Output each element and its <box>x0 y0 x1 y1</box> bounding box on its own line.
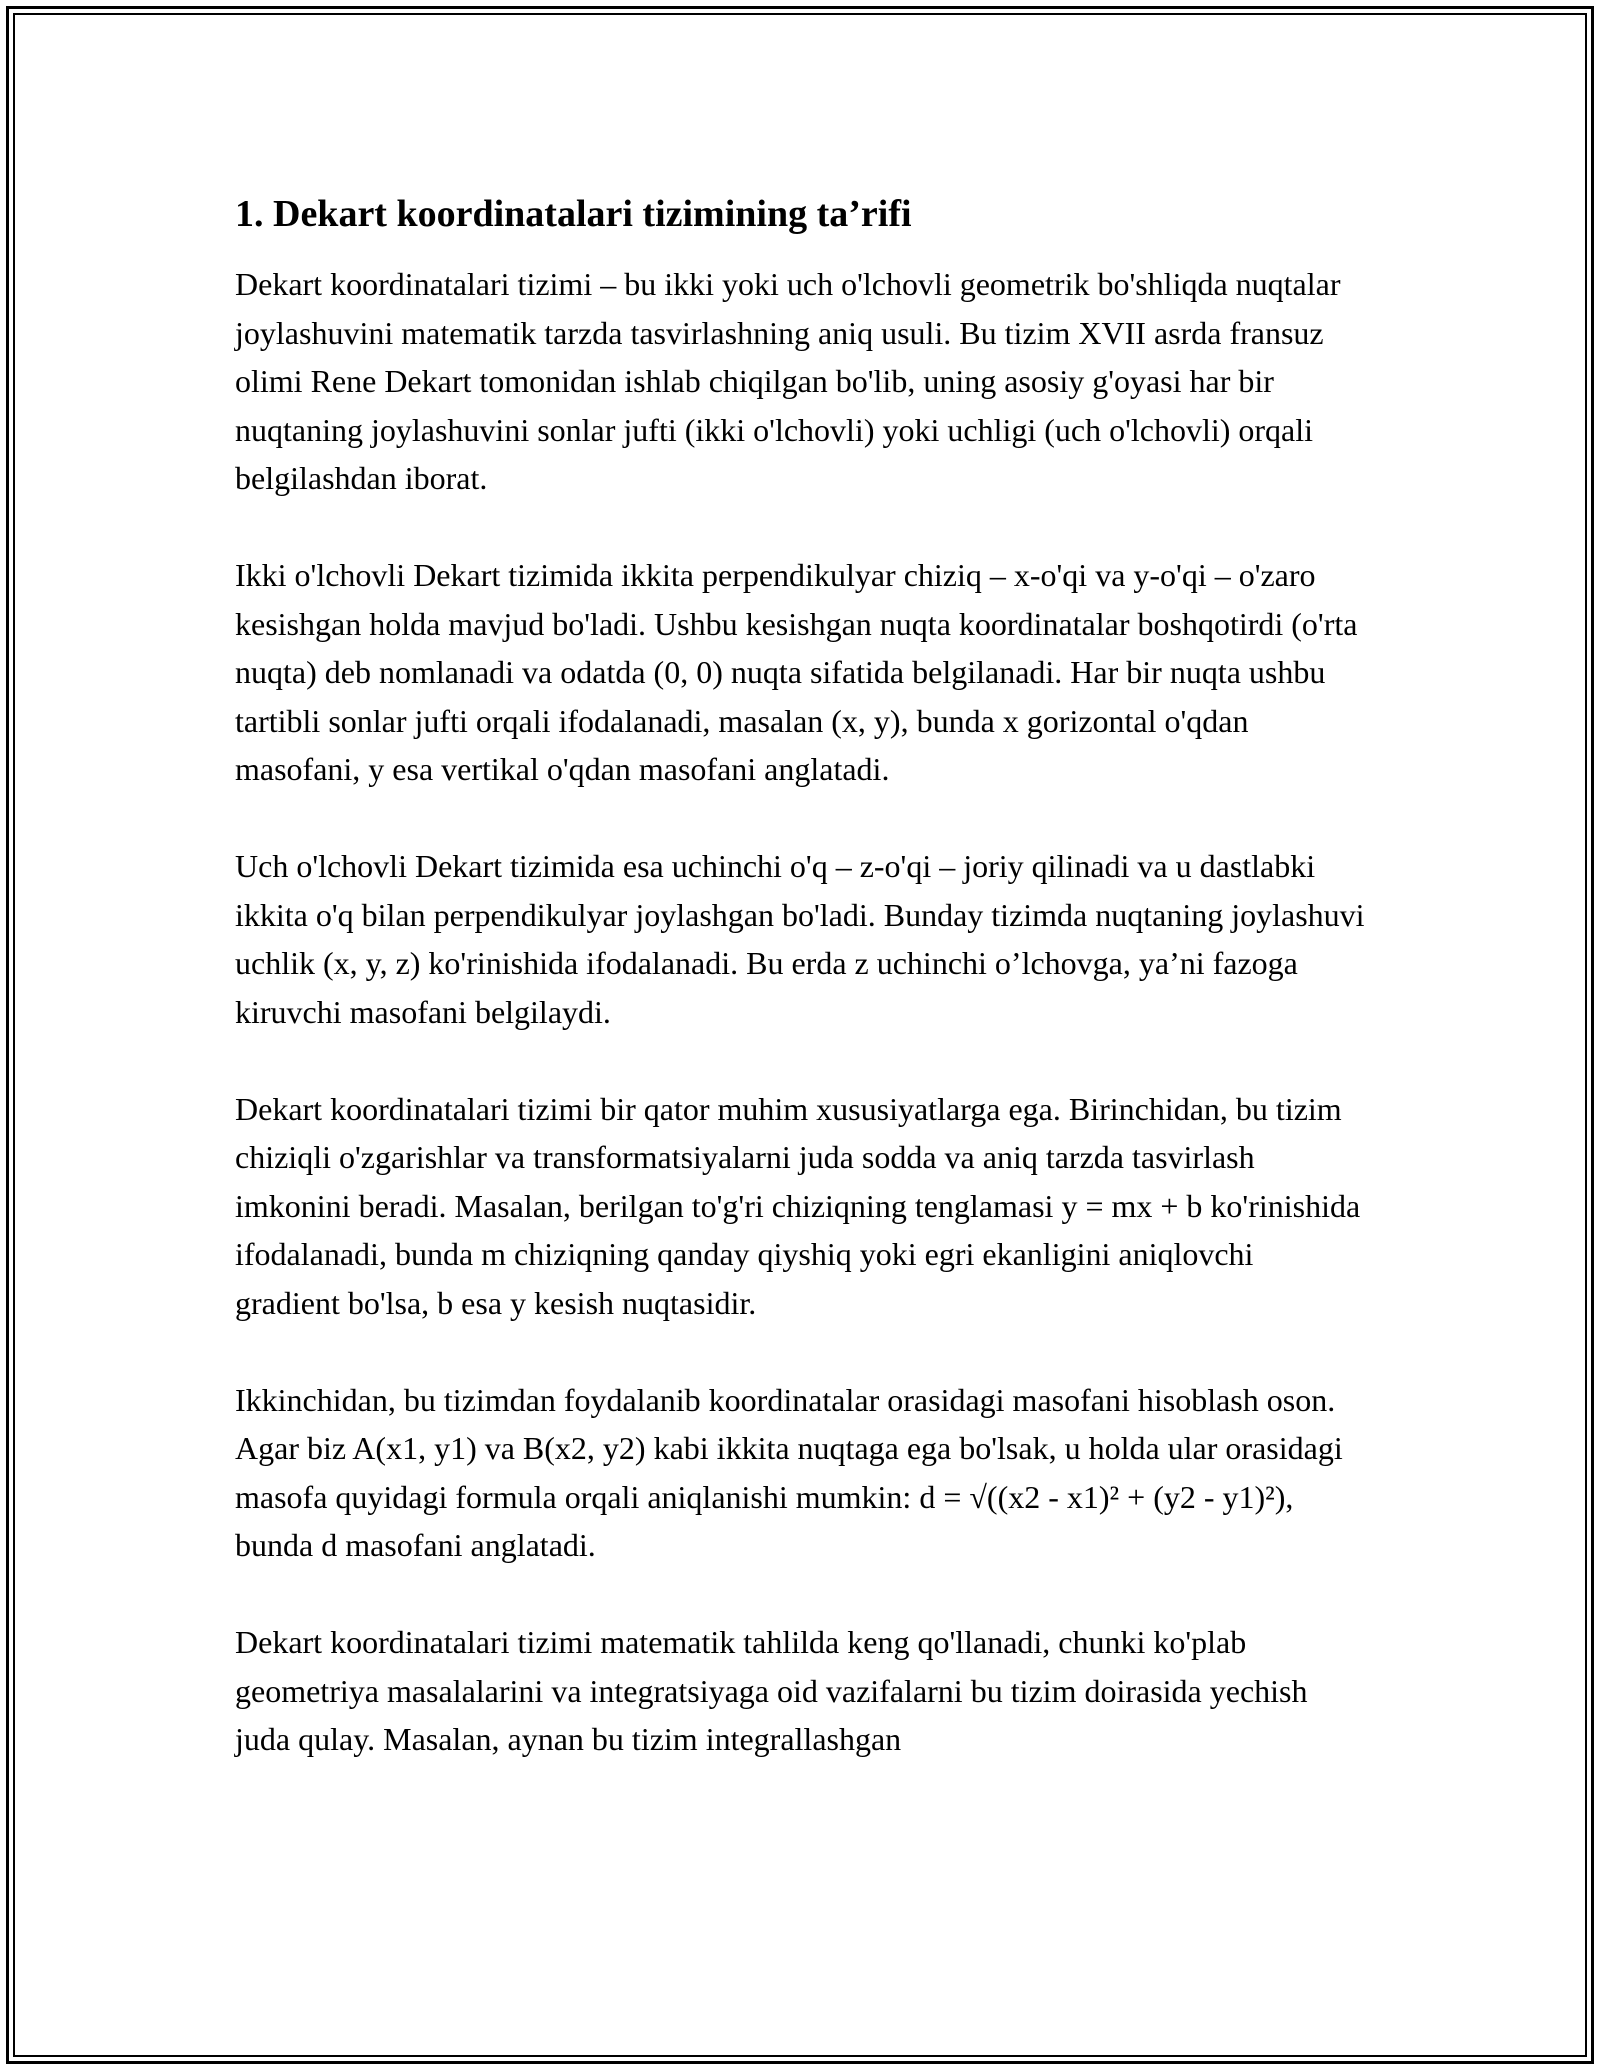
paragraph-three-dimensional: Uch o'lchovli Dekart tizimida esa uchinchi o'q – z-o'qi – joriy qilinadi va u dastlabki ikkita o'q bilan perpendikulyar joylashgan bo'ladi. Bunday tizimda nuqtaning joylashuvi uchlik (x, y, z) ko'rinishida ifodalanadi. Bu erda z uchinchi o’lchovga, ya’ni fazoga kiruvchi masofani belgilaydi. <box>235 848 1365 1030</box>
document-body <box>235 186 1365 1812</box>
paragraph-properties: Dekart koordinatalari tizimi bir qator muhim xususiyatlarga ega. Birinchidan, bu tizim chiziqli o'zgarishlar va transformatsiyalarni juda sodda va aniq tarzda tasvirlash imkonini beradi. Masalan, berilgan to'g'ri chiziqning tenglamasi y = mx + b ko'rinishida ifodalanadi, bunda m chiziqning qanday qiyshiq yoki egri ekanligini aniqlovchi gradient bo'lsa, b esa y kesish nuqtasidir. <box>235 1090 1361 1321</box>
paragraph-definition: Dekart koordinatalari tizimi – bu ikki yoki uch o'lchovli geometrik bo'shliqda nuqtalar joylashuvini matematik tarzda tasvirlashning aniq usuli. Bu tizim XVII asrda fransuz olimi Rene Dekart tomonidan ishlab chiqilgan bo'lib, uning asosiy g'oyasi har bir nuqtaning joylashuvini sonlar jufti (ikki o'lchovli) yoki uchligi (uch o'lchovli) orqali belgilashdan iborat. <box>235 266 1341 496</box>
paragraph-distance-formula: Ikkinchidan, bu tizimdan foydalanib koordinatalar orasidagi masofani hisoblash oson. Agar biz A(x1, y1) va B(x2, y2) kabi ikkita nuqtaga ega bo'lsak, u holda ular orasidagi masofa quyidagi formula orqali aniqlanishi mumkin: d = √((x2 - x1)² + (y2 - y1)²), bunda d masofani anglatadi. <box>235 1381 1343 1563</box>
paragraph-applications: Dekart koordinatalari tizimi matematik tahlilda keng qo'llanadi, chunki ko'plab geometriya masalalarini va integratsiyaga oid vazifalarni bu tizim doirasida yechish juda qulay. Masalan, aynan bu tizim integrallashgan <box>235 1624 1308 1757</box>
paragraph-two-dimensional: Ikki o'lchovli Dekart tizimida ikkita perpendikulyar chiziq – x-o'qi va y-o'qi – o'zaro kesishgan holda mavjud bo'ladi. Ushbu kesishgan nuqta koordinatalar boshqotirdi (o'rta nuqta) deb nomlanadi va odatda (0, 0) nuqta sifatida belgilanadi. Har bir nuqta ushbu tartibli sonlar jufti orqali ifodalanadi, masalan (x, y), bunda x gorizontal o'qdan masofani, y esa vertikal o'qdan masofani anglatadi. <box>235 557 1358 787</box>
section-heading: 1. Dekart koordinatalari tizimining ta’rifi <box>235 193 912 235</box>
